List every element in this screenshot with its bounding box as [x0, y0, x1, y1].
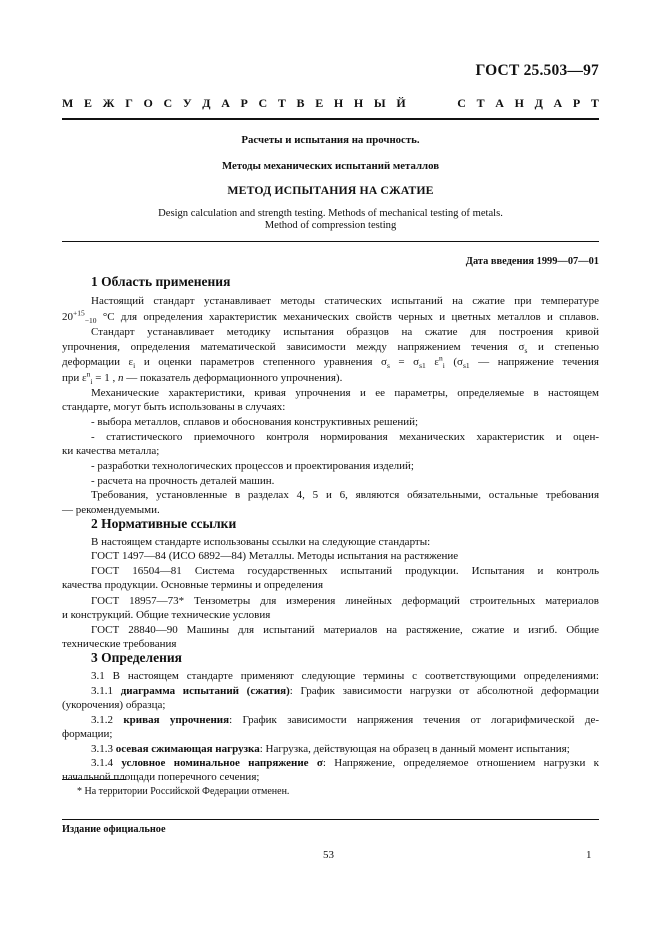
s1-list-item: - выбора металлов, сплавов и обоснования конструктивных решений;	[91, 416, 419, 428]
s3-line: 3.1.1 диаграмма испытаний (сжатия): График зависимости нагрузки от абсолютной деформации	[91, 685, 599, 697]
banner-letter: Т	[277, 96, 286, 110]
s1-list-item: - разработки технологических процессов и проектирования изделий;	[91, 460, 414, 472]
s2-line: ГОСТ 1497—84 (ИСО 6892—84) Металлы. Методы испытания на растяжение	[91, 550, 459, 562]
s1-line: Стандарт устанавливает методику испытания образцов на сжатие для построения кривой	[91, 326, 599, 338]
banner-letter: Ж	[102, 96, 115, 110]
s1-list-item: - расчета на прочность деталей машин.	[91, 475, 275, 487]
banner-letter: А	[553, 96, 563, 110]
s1-line: Настоящий стандарт устанавливает методы статических испытаний на сжатие при температуре	[91, 295, 599, 307]
title-line-1: Расчеты и испытания на прочность.	[241, 134, 420, 146]
s2-line: ГОСТ 16504—81 Система государственных испытаний продукции. Испытания и контроль	[91, 565, 599, 577]
banner-letter: С	[457, 96, 466, 110]
s1-line: Механические характеристики, кривая упрочнения и ее параметры, определяемые в настоящем	[91, 387, 599, 399]
interstate-standard-banner	[62, 96, 599, 111]
s2-line: В настоящем стандарте использованы ссылки на следующие стандарты:	[91, 536, 431, 548]
s2-line: качества продукции. Основные термины и определения	[62, 579, 324, 591]
english-title-line-2: Method of compression testing	[264, 220, 397, 231]
s3-line: 3.1 В настоящем стандарте применяют следующие термины с соответствующими определениями:	[91, 670, 599, 682]
footnote-rule	[62, 779, 126, 780]
title-main: МЕТОД ИСПЫТАНИЯ НА СЖАТИЕ	[227, 183, 434, 197]
banner-letter: А	[495, 96, 504, 110]
s2-line: технические требования	[62, 638, 177, 650]
s1-line: при $\varepsilon^n_i = 1$ , n — показатель деформационного упрочнения).	[62, 369, 343, 387]
banner-letter: С	[163, 96, 173, 110]
banner-letter: Т	[590, 96, 599, 110]
edition-label: Издание официальное	[62, 824, 166, 835]
s1-line: упрочнения, определения математической зависимости между напряжением течения $\sigma_s$ и степенью	[62, 341, 599, 356]
banner-letter: Н	[514, 96, 524, 110]
banner-letter: Д	[534, 96, 543, 110]
s1-line: стандарте, могут быть использованы в случаях:	[62, 401, 286, 413]
s1-line: $20^{+15}_{-10}$ °С для определения характеристик механических свойств черных и цветных металлов и сплавов.	[62, 308, 599, 326]
page-number-center: 53	[323, 849, 334, 861]
s3-line: формации;	[62, 728, 113, 740]
header-rule	[62, 118, 599, 120]
s2-line: ГОСТ 28840—90 Машины для испытаний материалов на растяжение, сжатие и изгиб. Общие	[91, 624, 599, 636]
banner-letter: В	[296, 96, 305, 110]
banner-letter: Р	[240, 96, 248, 110]
footnote: * На территории Российской Федерации отменен.	[77, 786, 290, 797]
section-2-heading: 2 Нормативные ссылки	[91, 516, 237, 531]
banner-letter: Ы	[373, 96, 386, 110]
banner-letter: М	[62, 96, 74, 110]
s1-line: Требования, установленные в разделах 4, 5 и 6, являются обязательными, остальные требования	[91, 489, 599, 501]
english-title-line-1: Design calculation and strength testing. Methods of mechanical testing of metals.	[158, 208, 503, 219]
banner-letter: А	[221, 96, 230, 110]
banner-letter: Р	[572, 96, 581, 110]
banner-letter	[430, 96, 433, 111]
section-3-heading: 3 Определения	[91, 650, 182, 665]
s2-line: ГОСТ 18957—73* Тензометры для измерения линейных деформаций строительных материалов	[91, 595, 599, 607]
section-1-heading: 1 Область применения	[91, 274, 231, 289]
banner-letter: Е	[315, 96, 324, 110]
banner-letter: Н	[333, 96, 344, 110]
s2-line: и конструкций. Общие технические условия	[62, 609, 271, 621]
banner-letter	[416, 96, 419, 111]
banner-letter: У	[182, 96, 192, 110]
banner-letter: Д	[202, 96, 211, 110]
banner-letter: Н	[353, 96, 364, 110]
s3-line: 3.1.2 кривая упрочнения: График зависимости напряжения течения от логарифмической де-	[91, 714, 599, 726]
s1-line: деформации $\varepsilon_i$ и оценки параметров степенного уравнения $\sigma_s = \sigma_{s1}$ $\varepsilon^n_i$ ($\sigma_{s1}$ — напряжение течения	[62, 353, 599, 371]
banner-letter: Й	[396, 96, 406, 110]
s1-line: ки качества металла;	[62, 445, 160, 457]
banner-letter: Е	[83, 96, 92, 110]
banner-letter	[444, 96, 447, 111]
banner-letter: С	[258, 96, 268, 110]
banner-letter: Т	[476, 96, 485, 110]
banner-letter: О	[143, 96, 153, 110]
s1-list-item: - статистического приемочного контроля нормирования механических характеристик и оцен-	[91, 431, 599, 443]
s3-line: 3.1.3 осевая сжимающая нагрузка: Нагрузка, действующая на образец в данный момент испытания;	[91, 743, 570, 755]
standard-code: ГОСТ 25.503—97	[475, 62, 599, 79]
page-number-right: 1	[586, 849, 592, 861]
title-rule	[62, 241, 599, 242]
banner-letter: Г	[125, 96, 133, 110]
title-line-2: Методы механических испытаний металлов	[221, 160, 440, 172]
introduction-date: Дата введения 1999—07—01	[465, 256, 599, 267]
s1-line: — рекомендуемыми.	[62, 504, 160, 516]
s3-line: 3.1.4 условное номинальное напряжение σ: Напряжение, определяемое отношением нагрузки к	[91, 757, 600, 769]
s3-line: начальной площади поперечного сечения;	[62, 771, 260, 783]
s3-line: (укорочения) образца;	[62, 699, 166, 711]
footer-rule	[62, 819, 599, 820]
